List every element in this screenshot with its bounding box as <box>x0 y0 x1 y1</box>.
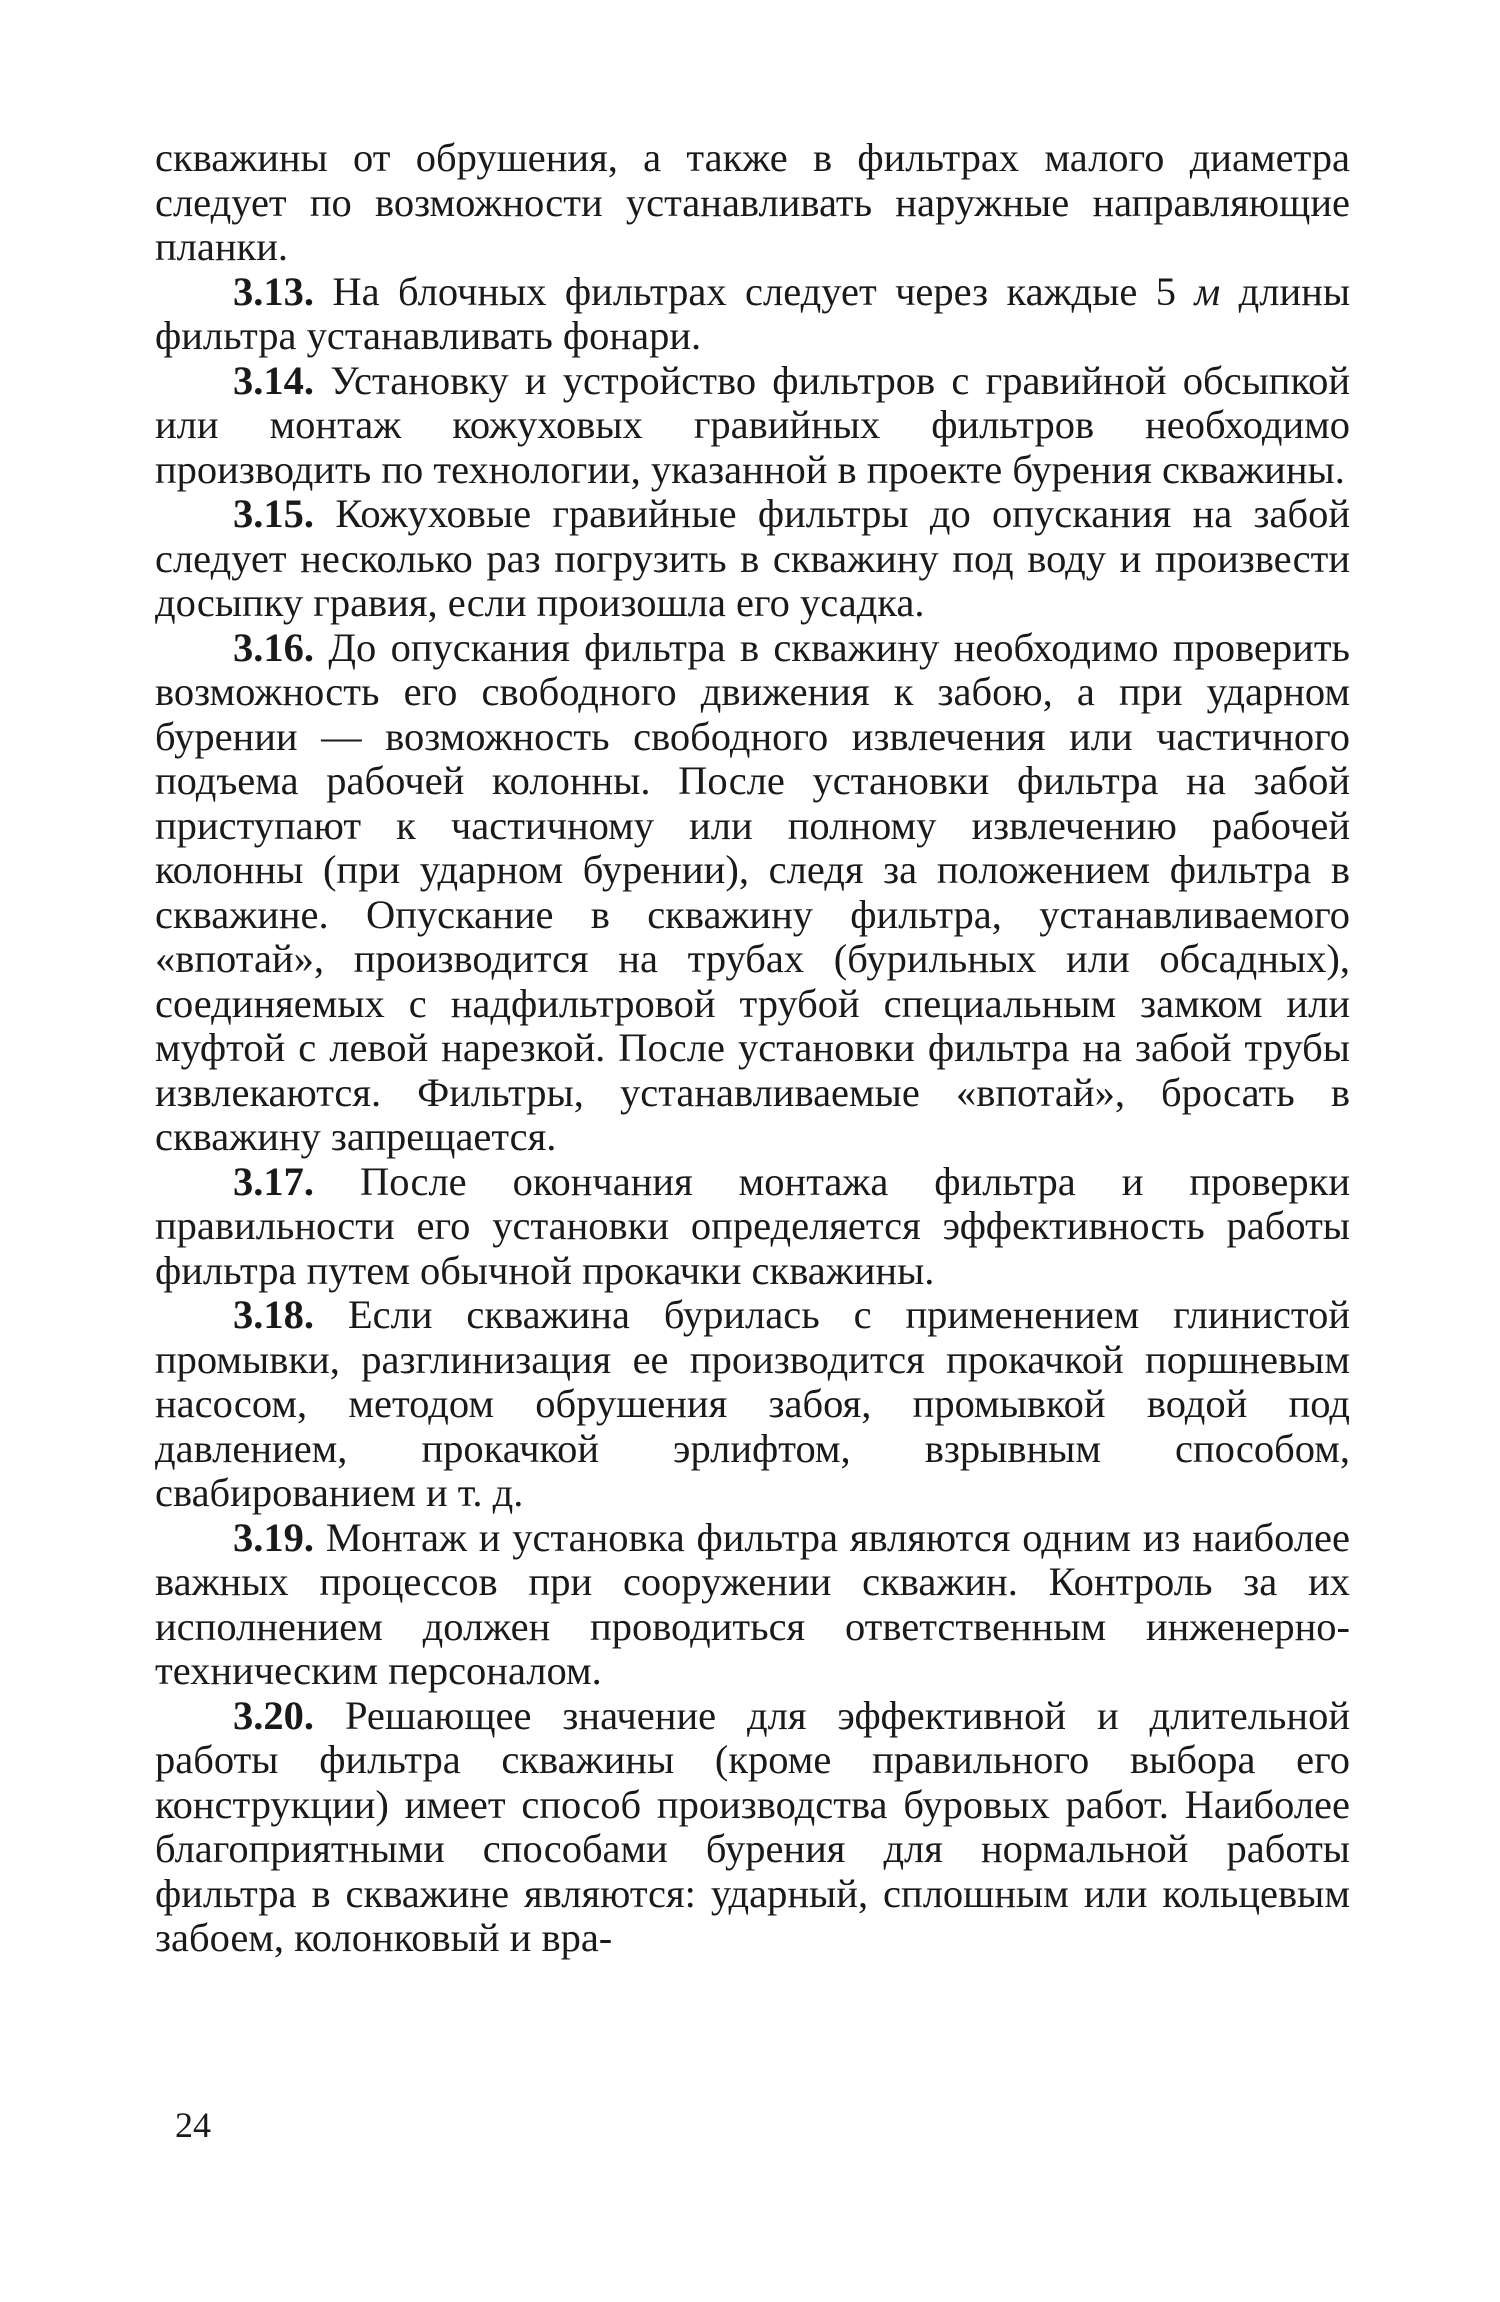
unit-text: м <box>1194 268 1221 314</box>
paragraph-3-16 <box>155 626 1350 1160</box>
paragraph-text: На блочных фильтрах следует через каждые 5 <box>332 268 1176 314</box>
section-number: 3.20. <box>233 1692 314 1738</box>
section-number: 3.16. <box>233 624 314 670</box>
paragraph-3-15 <box>155 492 1350 626</box>
paragraph-3-17 <box>155 1160 1350 1294</box>
paragraph-3-20 <box>155 1694 1350 1961</box>
section-number: 3.17. <box>233 1158 314 1204</box>
paragraph-3-18 <box>155 1293 1350 1516</box>
section-number: 3.15. <box>233 491 314 536</box>
paragraph-continuation <box>155 136 1350 270</box>
paragraph-text-after: длины фильтра устанавливать фонари. <box>155 268 1351 358</box>
paragraph-text: Установку и устройство фильтров с гравийной обсыпкой или монтаж кожуховых гравийных фильтров необходимо производить по технологии, указанной в проекте бурения скважины. <box>155 357 1351 492</box>
paragraph-text: Монтаж и установка фильтра являются одним из наиболее важных процессов при сооружении скважин. Контроль за их исполнением должен проводиться ответственным инженерно-техническим персоналом. <box>155 1514 1350 1693</box>
section-number: 3.14. <box>233 357 314 403</box>
page-number: 24 <box>175 2105 211 2145</box>
paragraph-text: После окончания монтажа фильтра и проверки правильности его установки определяется эффективность работы фильтра путем обычной прокачки скважины. <box>155 1158 1351 1293</box>
paragraph-text: Если скважина бурилась с применением глинистой промывки, разглинизация ее производится прокачкой поршневым насосом, методом обрушения забоя, промывкой водой под давлением, прокачкой эрлифтом, взрывным способом, свабированием и т. д. <box>155 1292 1351 1515</box>
section-number: 3.19. <box>233 1514 314 1560</box>
paragraph-3-14 <box>155 359 1350 493</box>
paragraph-3-19 <box>155 1516 1350 1694</box>
paragraph-text: Кожуховые гравийные фильтры до опускания на забой следует несколько раз погрузить в скважину под воду и произвести досыпку гравия, если произошла его усадка. <box>155 491 1351 625</box>
paragraph-text: Решающее значение для эффективной и длительной работы фильтра скважины (кроме правильного выбора его конструкции) имеет способ производства буровых работ. Наиболее благоприятными способами бурения для нормальной работы фильтра в скважине являются: ударный, сплошным или кольцевым забоем, колонковый и вра- <box>155 1692 1350 1960</box>
section-number: 3.18. <box>233 1292 314 1337</box>
paragraph-text: скважины от обрушения, а также в фильтрах малого диаметра следует по возможности устанавливать наружные направляющие планки. <box>155 135 1350 269</box>
page-body <box>155 136 1350 1961</box>
paragraph-text: До опускания фильтра в скважину необходимо проверить возможность его свободного движения к забою, а при ударном бурении — возможность свободного извлечения или частичного подъема рабочей колонны. После установки фильтра на забой приступают к частичному или полному извлечению рабочей колонны (при ударном бурении), следя за положением фильтра в скважине. Опускание в скважину фильтра, устанавливаемого «впотай», производится на трубах (бурильных или обсадных), соединяемых с надфильтровой трубой специальным замком или муфтой с левой нарезкой. После установки фильтра на забой трубы извлекаются. Фильтры, устанавливаемые «впотай», бросать в скважину запрещается. <box>155 624 1350 1159</box>
paragraph-3-13 <box>155 270 1350 359</box>
section-number: 3.13. <box>233 268 314 314</box>
